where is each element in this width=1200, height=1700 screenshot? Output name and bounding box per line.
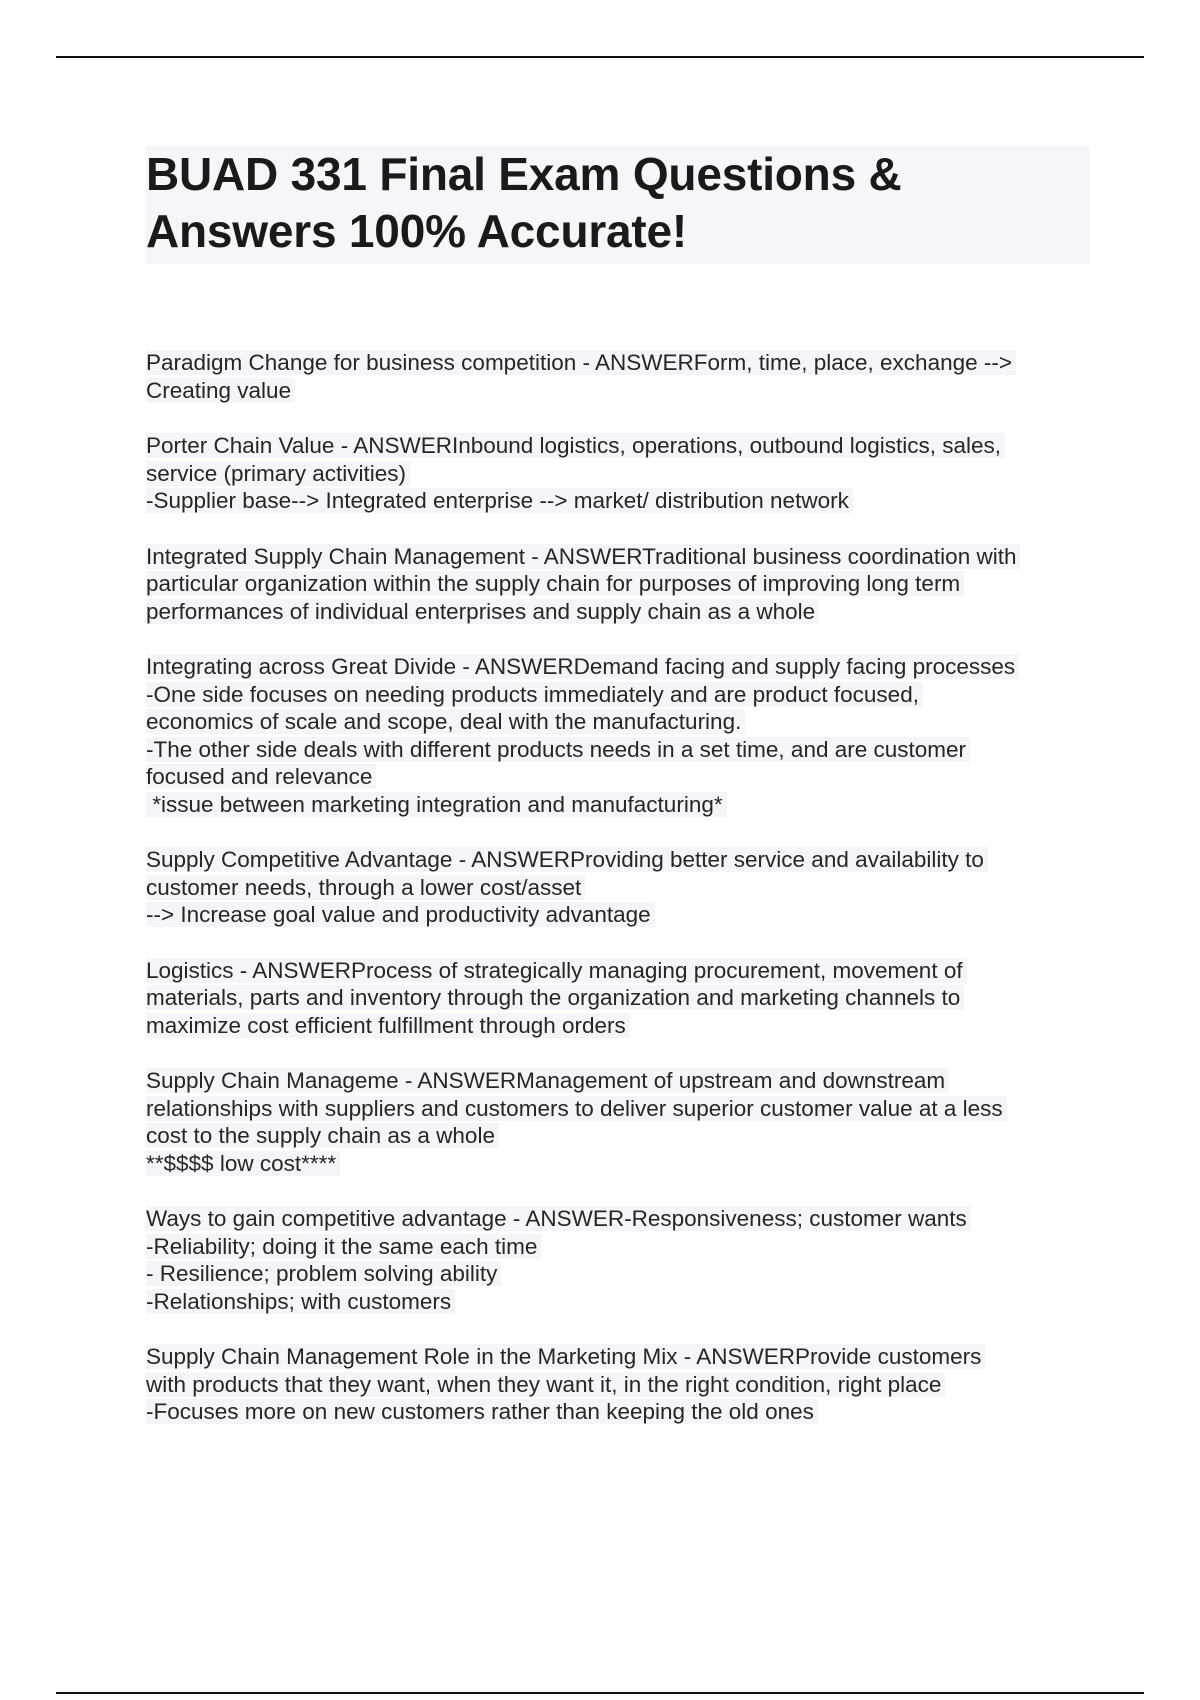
qa-entry-text: cost to the supply chain as a whole <box>146 1123 499 1148</box>
qa-entry-line <box>146 1122 1090 1150</box>
qa-entry-text: Ways to gain competitive advantage - ANSWER-Responsiveness; customer wants <box>146 1206 971 1231</box>
qa-entry-text: Paradigm Change for business competition - ANSWERForm, time, place, exchange --> <box>146 350 1016 375</box>
qa-entry-line <box>146 874 1090 902</box>
qa-entry-line <box>146 1150 1090 1178</box>
qa-entry-line <box>146 984 1090 1012</box>
title-line-1: BUAD 331 Final Exam Questions & <box>146 148 902 200</box>
qa-entry-text: Logistics - ANSWERProcess of strategically managing procurement, movement of <box>146 958 967 983</box>
qa-entry-line <box>146 653 1090 681</box>
qa-entry-line <box>146 1233 1090 1261</box>
qa-entry-text: customer needs, through a lower cost/asset <box>146 875 585 900</box>
qa-entry-text: **$$$$ low cost**** <box>146 1151 340 1176</box>
qa-entry-line <box>146 957 1090 985</box>
qa-entry-text: economics of scale and scope, deal with the manufacturing. <box>146 709 745 734</box>
qa-entry-line <box>146 487 1090 515</box>
document-title <box>146 146 1086 260</box>
qa-entry-line <box>146 432 1090 460</box>
qa-entry <box>146 1343 1090 1426</box>
qa-entry-line <box>146 791 1090 819</box>
qa-list <box>146 349 1090 1426</box>
qa-entry-line <box>146 377 1090 405</box>
qa-entry-line <box>146 901 1090 929</box>
qa-entry-line <box>146 598 1090 626</box>
qa-entry-text: focused and relevance <box>146 764 376 789</box>
qa-entry-text: with products that they want, when they want it, in the right condition, right place <box>146 1372 945 1397</box>
qa-entry-text: -One side focuses on needing products immediately and are product focused, <box>146 682 923 707</box>
qa-entry-text: -Focuses more on new customers rather than keeping the old ones <box>146 1399 818 1424</box>
qa-entry-line <box>146 1260 1090 1288</box>
qa-entry-text: --> Increase goal value and productivity advantage <box>146 902 655 927</box>
qa-entry-text: Supply Chain Manageme - ANSWERManagement of upstream and downstream <box>146 1068 949 1093</box>
qa-entry-line <box>146 736 1090 764</box>
qa-entry-text: particular organization within the supply chain for purposes of improving long term <box>146 571 964 596</box>
qa-entry <box>146 1067 1090 1177</box>
qa-entry-line <box>146 460 1090 488</box>
qa-entry-text: Integrated Supply Chain Management - ANSWERTraditional business coordination with <box>146 544 1020 569</box>
qa-entry-text: -Supplier base--> Integrated enterprise --> market/ distribution network <box>146 488 853 513</box>
qa-entry-text: -Relationships; with customers <box>146 1289 455 1314</box>
bottom-rule <box>56 1692 1144 1694</box>
qa-entry-line <box>146 846 1090 874</box>
qa-entry-text: Integrating across Great Divide - ANSWERDemand facing and supply facing processes <box>146 654 1019 679</box>
qa-entry-line <box>146 1095 1090 1123</box>
title-line-2: Answers 100% Accurate! <box>146 205 688 257</box>
qa-entry-text: -Reliability; doing it the same each time <box>146 1234 541 1259</box>
qa-entry <box>146 957 1090 1040</box>
qa-entry-text: -The other side deals with different products needs in a set time, and are customer <box>146 737 970 762</box>
qa-entry <box>146 653 1090 818</box>
qa-entry-line <box>146 763 1090 791</box>
qa-entry-line <box>146 681 1090 709</box>
qa-entry-line <box>146 543 1090 571</box>
qa-entry-line <box>146 1371 1090 1399</box>
qa-entry-text: performances of individual enterprises and supply chain as a whole <box>146 599 819 624</box>
qa-entry <box>146 349 1090 404</box>
qa-entry <box>146 543 1090 626</box>
qa-entry-text: service (primary activities) <box>146 461 410 486</box>
qa-entry-line <box>146 1205 1090 1233</box>
document-body <box>146 146 1090 1454</box>
qa-entry-line <box>146 1398 1090 1426</box>
qa-entry-text: relationships with suppliers and customers to deliver superior customer value at a less <box>146 1096 1007 1121</box>
qa-entry-text: maximize cost efficient fulfillment through orders <box>146 1013 630 1038</box>
qa-entry-text: *issue between marketing integration and manufacturing* <box>146 792 727 817</box>
qa-entry-text: - Resilience; problem solving ability <box>146 1261 501 1286</box>
title-block <box>146 146 1090 264</box>
qa-entry-text: materials, parts and inventory through the organization and marketing channels to <box>146 985 964 1010</box>
qa-entry-line <box>146 1067 1090 1095</box>
qa-entry-line <box>146 1012 1090 1040</box>
qa-entry-line <box>146 1343 1090 1371</box>
qa-entry-text: Porter Chain Value - ANSWERInbound logistics, operations, outbound logistics, sales, <box>146 433 1005 458</box>
qa-entry-text: Creating value <box>146 378 295 403</box>
qa-entry-line <box>146 1288 1090 1316</box>
qa-entry-line <box>146 708 1090 736</box>
qa-entry-line <box>146 349 1090 377</box>
qa-entry-text: Supply Chain Management Role in the Marketing Mix - ANSWERProvide customers <box>146 1344 985 1369</box>
qa-entry-line <box>146 570 1090 598</box>
qa-entry <box>146 432 1090 515</box>
qa-entry <box>146 1205 1090 1315</box>
qa-entry-text: Supply Competitive Advantage - ANSWERProviding better service and availability to <box>146 847 988 872</box>
qa-entry <box>146 846 1090 929</box>
top-rule <box>56 56 1144 58</box>
